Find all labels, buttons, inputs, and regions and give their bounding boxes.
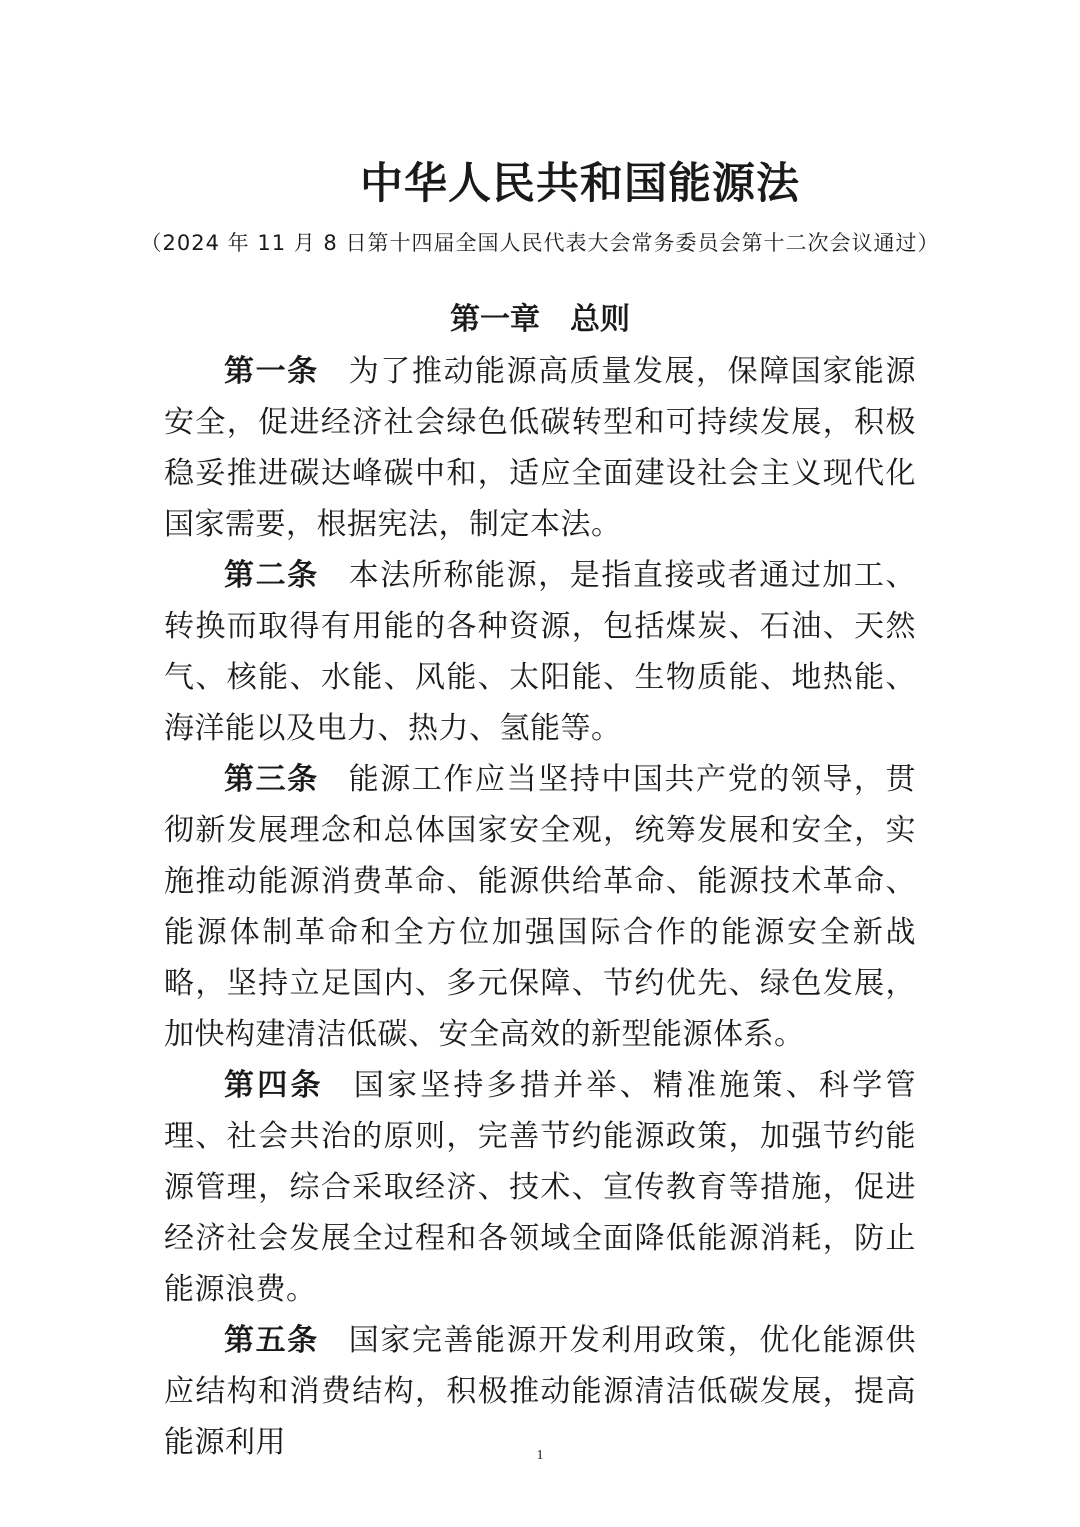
adoption-note: （2024 年 11 月 8 日第十四届全国人民代表大会常务委员会第十二次会议通过） xyxy=(140,231,940,255)
page-number: 1 xyxy=(536,1448,544,1463)
article-text: 能源工作应当坚持中国共产党的领导，贯彻新发展理念和总体国家安全观，统筹发展和安全，实施推动能源消费革命、能源供给革命、能源技术革命、能源体制革命和全方位加强国际合作的能源安全新战略，坚持立足国内、多元保障、节约优先、绿色发展，加快构建清洁低碳、安全高效的新型能源体系。 xyxy=(164,762,917,1052)
article-number: 第二条 xyxy=(224,558,319,593)
article-number: 第五条 xyxy=(224,1323,319,1358)
document-body xyxy=(164,346,916,1468)
article-2 xyxy=(164,550,916,754)
article-text: 国家坚持多措并举、精准施策、科学管理、社会共治的原则，完善节约能源政策，加强节约能源管理，综合采取经济、技术、宣传教育等措施，促进经济社会发展全过程和各领域全面降低能源消耗，防止能源浪费。 xyxy=(164,1068,917,1307)
article-text: 为了推动能源高质量发展，保障国家能源安全，促进经济社会绿色低碳转型和可持续发展，积极稳妥推进碳达峰碳中和，适应全面建设社会主义现代化国家需要，根据宪法，制定本法。 xyxy=(164,354,917,542)
chapter-heading: 第一章 总则 xyxy=(450,302,630,337)
page-title: 中华人民共和国能源法 xyxy=(360,159,800,209)
article-number: 第四条 xyxy=(224,1068,324,1103)
article-5 xyxy=(164,1315,916,1468)
article-3 xyxy=(164,754,916,1060)
article-4 xyxy=(164,1060,916,1315)
article-text: 本法所称能源，是指直接或者通过加工、转换而取得有用能的各种资源，包括煤炭、石油、天然气、核能、水能、风能、太阳能、生物质能、地热能、海洋能以及电力、热力、氢能等。 xyxy=(164,558,917,746)
article-number: 第一条 xyxy=(224,354,319,389)
article-text: 国家完善能源开发利用政策，优化能源供应结构和消费结构，积极推动能源清洁低碳发展，提高能源利用 xyxy=(164,1323,917,1460)
article-number: 第三条 xyxy=(224,762,319,797)
article-1 xyxy=(164,346,916,550)
